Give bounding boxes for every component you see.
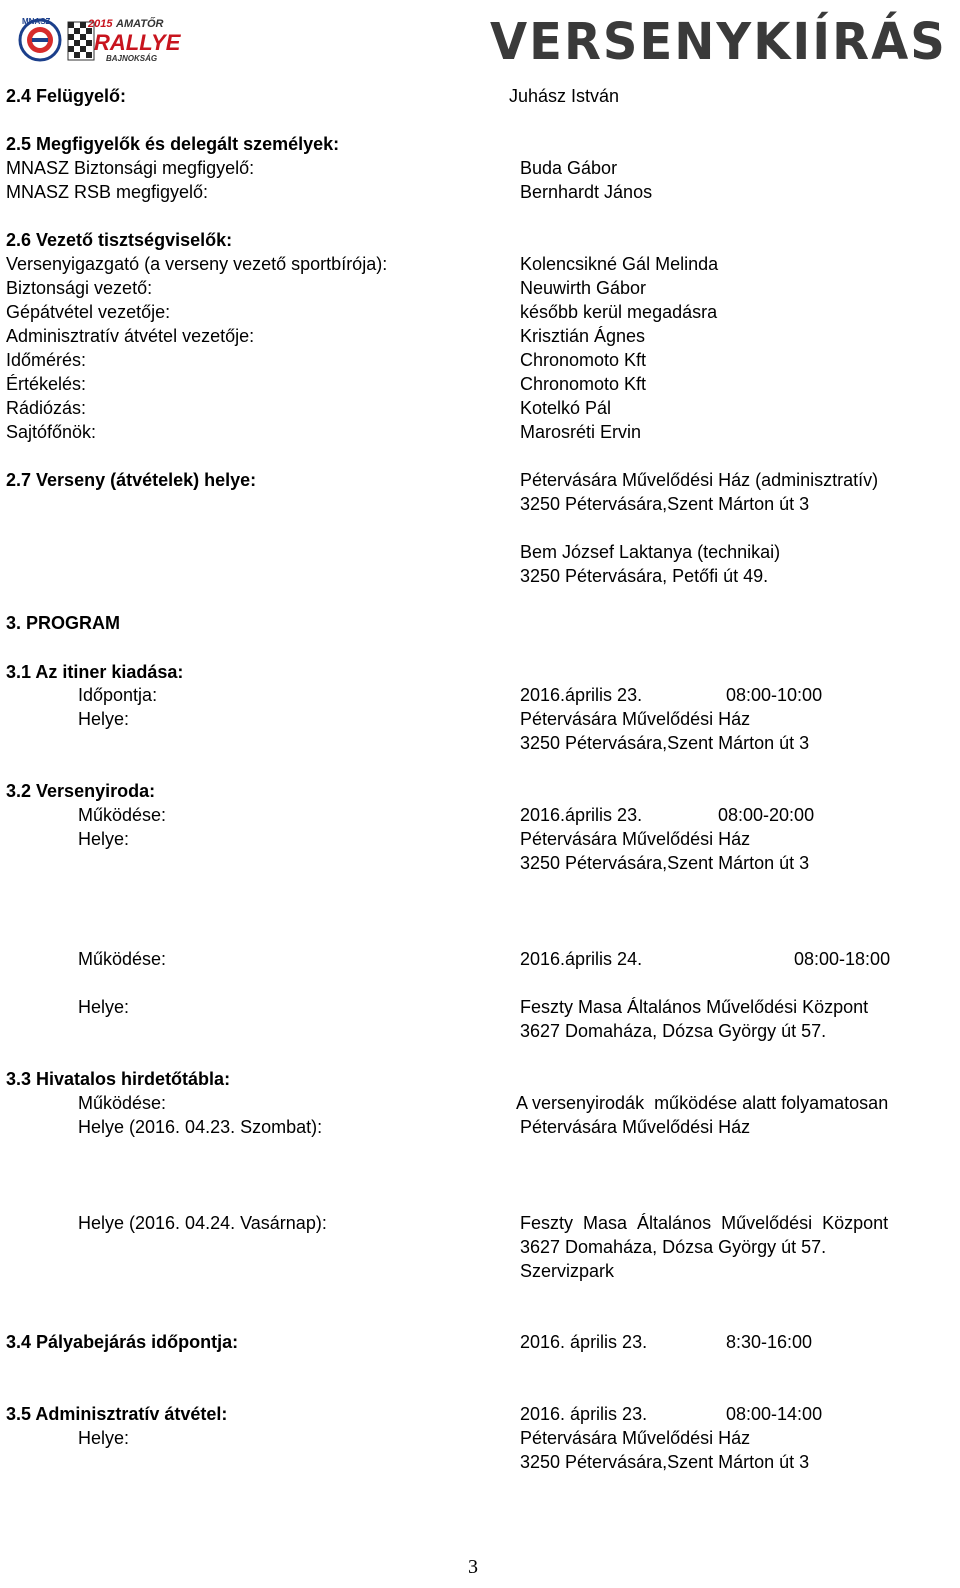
s3-3-op-label: Működése: bbox=[78, 1093, 167, 1113]
mnasz-logo bbox=[18, 18, 62, 62]
rally-logo-year: 2015 bbox=[88, 18, 113, 30]
s3-2-place: 3250 Pétervására,Szent Márton út 3 bbox=[520, 853, 810, 873]
s2-7-label: 2.7 Verseny (átvételek) helye: bbox=[6, 470, 257, 490]
s3-2-place-label: Helye: bbox=[78, 829, 130, 849]
s3-2-heading: 3.2 Versenyiroda: bbox=[6, 781, 156, 801]
s3-3-op-value: A versenyirodák működése alatt folyamatosan bbox=[516, 1093, 889, 1113]
s3-2-place: Pétervására Művelődési Ház bbox=[520, 829, 751, 849]
s3-2-op-label: Működése: bbox=[78, 949, 167, 969]
s2-6-heading: 2.6 Vezető tisztségviselők: bbox=[6, 230, 233, 250]
s2-5-value: Buda Gábor bbox=[520, 158, 618, 178]
s3-2-time: 08:00-18:00 bbox=[794, 949, 891, 969]
s2-7-line: Pétervására Művelődési Ház (adminisztratív) bbox=[520, 470, 879, 490]
s3-5-place-label: Helye: bbox=[78, 1428, 130, 1448]
s2-7-line: Bem József Laktanya (technikai) bbox=[520, 542, 781, 562]
s3-5-place: 3250 Pétervására,Szent Márton út 3 bbox=[520, 1452, 810, 1472]
s3-5-date: 2016. április 23. bbox=[520, 1404, 648, 1424]
rally-logo-sub: BAJNOKSÁG bbox=[106, 54, 158, 63]
s2-6-value: Krisztián Ágnes bbox=[520, 326, 646, 346]
s3-heading: 3. PROGRAM bbox=[6, 613, 121, 633]
s3-1-time: 08:00-10:00 bbox=[726, 685, 823, 705]
s3-1-date: 2016.április 23. bbox=[520, 685, 643, 705]
s3-1-place: Pétervására Művelődési Ház bbox=[520, 709, 751, 729]
s2-6-label: Rádiózás: bbox=[6, 398, 87, 418]
s2-6-label: Sajtófőnök: bbox=[6, 422, 97, 442]
s3-5-place: Pétervására Művelődési Ház bbox=[520, 1428, 751, 1448]
amateur-rally-logo bbox=[66, 18, 181, 64]
s2-6-value: Kolencsikné Gál Melinda bbox=[520, 254, 719, 274]
s3-3-heading: 3.3 Hivatalos hirdetőtábla: bbox=[6, 1069, 231, 1089]
s3-3-sun-line: 3627 Domaháza, Dózsa György út 57. bbox=[520, 1237, 827, 1257]
s2-6-value: később kerül megadásra bbox=[520, 302, 718, 322]
s2-6-label: Időmérés: bbox=[6, 350, 87, 370]
mnasz-logo-text: MNASZ bbox=[22, 17, 51, 26]
s2-6-label: Értékelés: bbox=[6, 374, 87, 394]
brand-title: VERSENYKIÍRÁS bbox=[490, 12, 947, 72]
s3-5-time: 08:00-14:00 bbox=[726, 1404, 823, 1424]
s2-5-label: MNASZ RSB megfigyelő: bbox=[6, 182, 209, 202]
s3-4-date: 2016. április 23. bbox=[520, 1332, 648, 1352]
s3-1-place: 3250 Pétervására,Szent Márton út 3 bbox=[520, 733, 810, 753]
s2-6-label: Biztonsági vezető: bbox=[6, 278, 153, 298]
s2-5-value: Bernhardt János bbox=[520, 182, 653, 202]
s3-2-place: Feszty Masa Általános Művelődési Központ bbox=[520, 997, 869, 1017]
s3-5-label: 3.5 Adminisztratív átvétel: bbox=[6, 1404, 228, 1424]
s3-3-sat-label: Helye (2016. 04.23. Szombat): bbox=[78, 1117, 323, 1137]
s3-2-date: 2016.április 24. bbox=[520, 949, 643, 969]
s2-6-label: Versenyigazgató (a verseny vezető sportbírója): bbox=[6, 254, 388, 274]
s2-4-label: 2.4 Felügyelő: bbox=[6, 86, 127, 106]
s2-7-line: 3250 Pétervására, Petőfi út 49. bbox=[520, 566, 769, 586]
s3-2-date: 2016.április 23. bbox=[520, 805, 643, 825]
s3-4-time: 8:30-16:00 bbox=[726, 1332, 813, 1352]
s3-2-op-label: Működése: bbox=[78, 805, 167, 825]
s3-4-label: 3.4 Pályabejárás időpontja: bbox=[6, 1332, 239, 1352]
s2-6-label: Adminisztratív átvétel vezetője: bbox=[6, 326, 255, 346]
s2-6-label: Gépátvétel vezetője: bbox=[6, 302, 171, 322]
s3-3-sat-value: Pétervására Művelődési Ház bbox=[520, 1117, 751, 1137]
s2-6-value: Kotelkó Pál bbox=[520, 398, 612, 418]
s3-3-sun-line: Feszty Masa Általános Művelődési Központ bbox=[520, 1213, 889, 1233]
s3-1-time-label: Időpontja: bbox=[78, 685, 158, 705]
s3-2-time: 08:00-20:00 bbox=[718, 805, 815, 825]
s2-5-label: MNASZ Biztonsági megfigyelő: bbox=[6, 158, 255, 178]
rally-logo-main: RALLYE bbox=[94, 30, 181, 55]
s3-2-place-label: Helye: bbox=[78, 997, 130, 1017]
s3-1-place-label: Helye: bbox=[78, 709, 130, 729]
s3-3-sun-label: Helye (2016. 04.24. Vasárnap): bbox=[78, 1213, 327, 1233]
s3-3-sun-line: Szervizpark bbox=[520, 1261, 615, 1281]
s2-7-line: 3250 Pétervására,Szent Márton út 3 bbox=[520, 494, 810, 514]
s2-6-value: Marosréti Ervin bbox=[520, 422, 642, 442]
s2-6-value: Chronomoto Kft bbox=[520, 350, 647, 370]
rally-logo-top: AMATŐR bbox=[116, 18, 164, 30]
s3-2-place: 3627 Domaháza, Dózsa György út 57. bbox=[520, 1021, 827, 1041]
s2-4-value: Juhász István bbox=[509, 86, 620, 106]
s3-1-heading: 3.1 Az itiner kiadása: bbox=[6, 662, 184, 682]
s2-6-value: Neuwirth Gábor bbox=[520, 278, 647, 298]
s2-5-heading: 2.5 Megfigyelők és delegált személyek: bbox=[6, 134, 340, 154]
page-number: 3 bbox=[468, 1556, 478, 1578]
s2-6-value: Chronomoto Kft bbox=[520, 374, 647, 394]
